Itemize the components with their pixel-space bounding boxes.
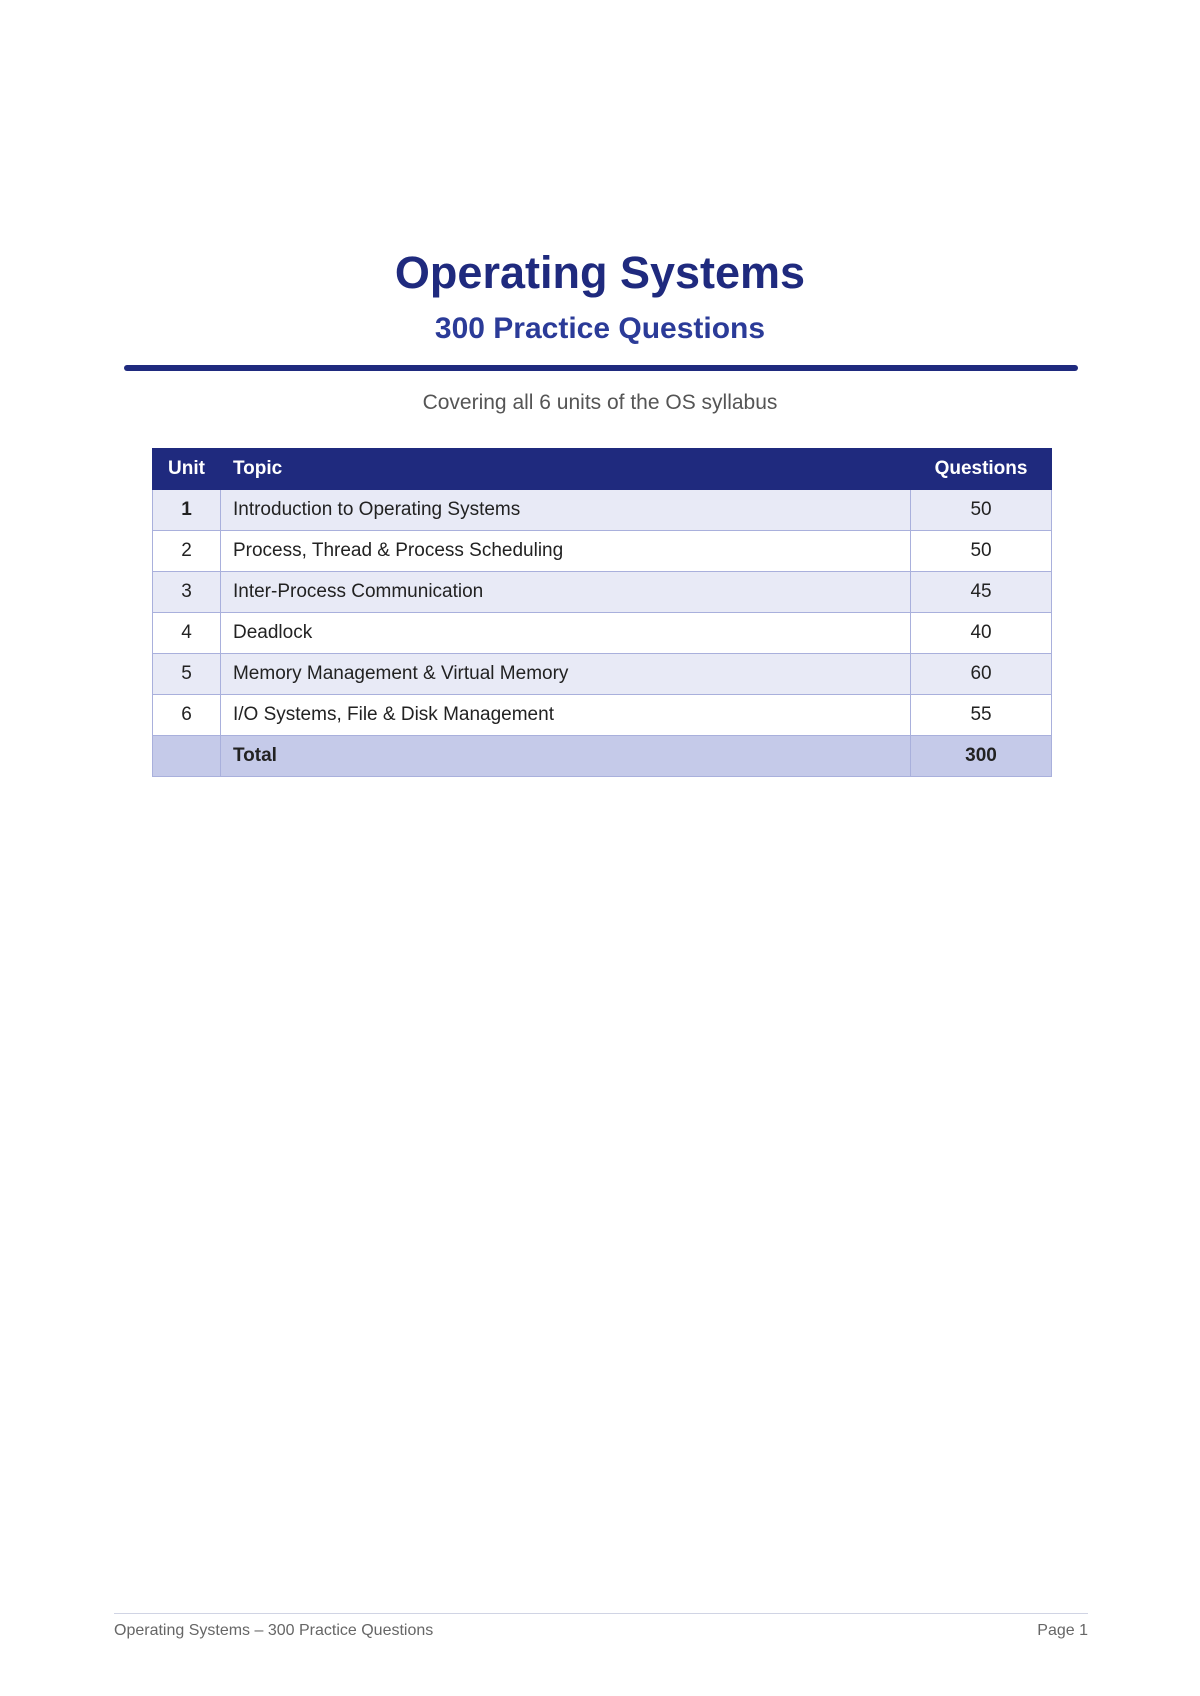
header-questions: Questions [911, 449, 1052, 490]
row-questions: 50 [911, 531, 1052, 572]
row-questions: 60 [911, 654, 1052, 695]
row-unit: 6 [153, 695, 221, 736]
row-questions: 45 [911, 572, 1052, 613]
page-number: Page 1 [1037, 1622, 1088, 1639]
table-row [153, 695, 1052, 736]
row-unit: 1 [153, 490, 221, 531]
header-unit: Unit [153, 449, 221, 490]
row-topic: I/O Systems, File & Disk Management [220, 695, 910, 736]
row-questions: 40 [911, 613, 1052, 654]
total-label: Total [220, 736, 910, 777]
row-topic: Process, Thread & Process Scheduling [220, 531, 910, 572]
row-unit: 4 [153, 613, 221, 654]
row-questions: 55 [911, 695, 1052, 736]
row-topic: Inter-Process Communication [220, 572, 910, 613]
total-unit [153, 736, 221, 777]
table-row [153, 490, 1052, 531]
title-divider [124, 365, 1078, 371]
row-topic: Deadlock [220, 613, 910, 654]
document-tagline: Covering all 6 units of the OS syllabus [422, 391, 778, 414]
total-row [153, 736, 1052, 777]
table-row [153, 654, 1052, 695]
document-title: Operating Systems [394, 247, 806, 298]
row-unit: 2 [153, 531, 221, 572]
row-unit: 5 [153, 654, 221, 695]
table-row [153, 572, 1052, 613]
table-row [153, 531, 1052, 572]
row-questions: 50 [911, 490, 1052, 531]
footer-divider [114, 1613, 1088, 1614]
row-topic: Introduction to Operating Systems [220, 490, 910, 531]
total-questions: 300 [911, 736, 1052, 777]
row-topic: Memory Management & Virtual Memory [220, 654, 910, 695]
document-subtitle: 300 Practice Questions [434, 312, 766, 345]
units-table [152, 448, 1052, 777]
footer-title: Operating Systems – 300 Practice Questions [114, 1622, 434, 1639]
header-topic: Topic [220, 449, 910, 490]
table-row [153, 613, 1052, 654]
table-header-row [153, 449, 1052, 490]
row-unit: 3 [153, 572, 221, 613]
